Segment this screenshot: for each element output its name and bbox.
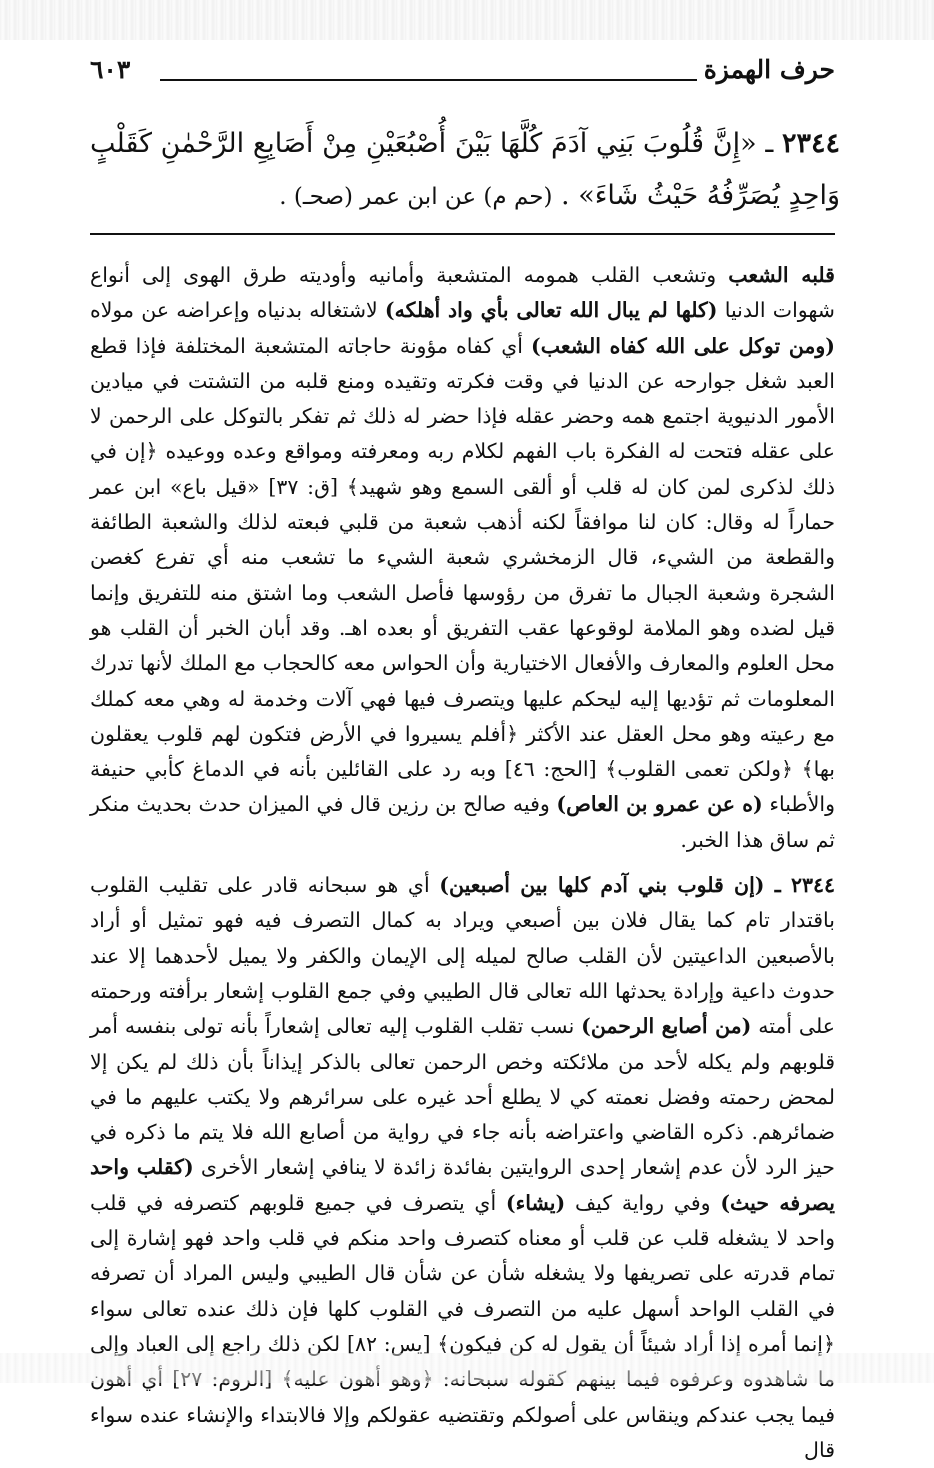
bold-quote: (ه عن عمرو بن العاص) [556,792,763,817]
hadith-dash: ـ [756,128,782,159]
bold-quote: (كقلب واحد يصرفه حيث) [90,1155,835,1215]
chapter-title: حرف الهمزة [703,55,835,84]
scan-noise-bottom [0,1353,934,1383]
commentary-text: أي كفاه مؤونة حاجاته المتشعبة المختلفة فإذا قطع العبد شغل جوارحه عن الدنيا في وقت فكرته وتقيده ومنع قلبه من التشتت في ميادين الأمور الدنيوية اجتمع همه وحضر عقله فإذا حضر له ذلك ثم تفكر بالتوكل على الرحمن لا على عقله فتحت له الفكرة باب الفهم لكلام ربه ومعرفته ومواقع وعده ووعيده ﴿إن في ذلك لذكرى لمن كان له قلب أو ألقى السمع وهو شهيد﴾ [ق: ٣٧] «قيل باع» ابن عمر حماراً له وقال: كان لنا موافقاً لكنه أذهب شعبة من قلبي فبعته لذلك والشعبة الطائفة والقطعة من الشيء، قال الزمخشري شعبة الشيء ما تشعب منه أي تفرع كغصن الشجرة وشعبة الجبال ما تفرق من رؤوسها فأصل الشعب وما اشتق منه للتفريق وإنما قيل لضده وهو الملامة لوقوعها عقب التفريق أو بعده اهـ. وقد أبان الخبر أن القلب هو محل العلوم والمعارف والأفعال الاختيارية وأن الحواس معه كالحجاب مع الملك لأنها تدرك المعلومات ثم تؤديها إليه ليحكم عليها ويتصرف فيها فهي آلات وخدمة له وهي معه كملك مع رعيته وهو محل العقل عند الأكثر ﴿أفلم يسيروا في الأرض فتكون لهم قلوب يعقلون بها﴾ ﴿ولكن تعمى القلوب﴾ [الحج: ٤٦] وبه رد على القائلين بأنه في الدماغ كأبي حنيفة والأطباء [90,333,835,817]
hadith-number: ٢٣٤٤ [781,128,840,159]
commentary-text: نسب تقلب القلوب إليه تعالى إشعاراً بأنه تولى بنفسه أمر قلوبهم ولم يكله لأحد من ملائكته وخص الرحمن تعالى بالذكر إيذاناً بأن ذلك لم يكن إلا لمحض رحمته وفضل نعمته كي لا يطلع أحد غيره على سرائرهم ولا يكتب عليهم ما في ضمائرهم. ذكره القاضي واعتراضه بأنه جاء في رواية من أصابع الله فلا يتم ما ذكره في حيز الرد لأن عدم إشعار إحدى الروايتين بفائدة زائدة لا ينافي إشعار الأخرى [90,1014,835,1180]
page-header [90,55,835,95]
bold-quote: (من أصابع الرحمن) [581,1014,752,1039]
hadith-text [90,118,840,223]
bold-quote: (إن قلوب بني آدم كلها بين أصبعين) [439,873,765,898]
header-rule [160,79,697,81]
commentary-text: لاشتغاله بدنياه وإعراضه عن مولاه [90,298,385,323]
scan-noise-top [0,0,934,40]
commentary-text: وتشعب القلب همومه المتشعبة وأمانيه وأوديته طرق الهوى إلى أنواع شهوات الدنيا [90,263,835,323]
commentary-text: أي هو سبحانه قادر على تقليب القلوب باقتدار تام كما يقال فلان بين أصبعي ويراد به كمال التصرف فيه فهو تمثيل أو أراد بالأصبعين الداعيتين لأن القلب صالح لميله إلى الإيمان والكفر ولا يميل لأحدهما إلا عند حدوث داعية وإرادة يحدثها الله تعالى قال الطيبي وفي جمع القلوب إشعار برأفته ورحمته على أمته [90,873,835,1039]
commentary-paragraph-1 [90,258,835,858]
page-number: ٦٠٣ [90,55,131,84]
hadith-source: (حم م) عن ابن عمر (صحـ) . [279,184,553,210]
bold-quote: قلبه الشعب [728,263,835,287]
bold-quote: (كلها لم يبال الله تعالى بأي واد أهلكه) [384,298,718,323]
bold-quote: (يشاء) [505,1190,566,1215]
separator-rule [90,233,835,235]
commentary [90,258,835,1468]
commentary-text: وفيه صالح بن رزين قال في الميزان حدث بحديث منكر ثم ساق هذا الخبر. [90,792,835,852]
bold-quote: (ومن توكل على الله كفاه الشعب) [531,333,835,358]
commentary-text: وفي رواية كيف [565,1190,721,1215]
commentary-text: أي يتصرف في جميع قلوبهم كتصرفه في قلب واحد لا يشغله قلب عن قلب أو معناه كتصرف واحد منكم في قلب واحد فهو إشارة إلى تمام قدرته على تصريفها ولا يشغله شأن عن شأن قال الطيبي وليس المراد أن تصرفه في القلب الواحد أسهل عليه من التصرف في القلوب كلها فإن ذلك عنده تعالى سواء ﴿إنما أمره إذا أراد شيئاً أن يقول له كن فيكون﴾ [يس: ٨٢] لكن ذلك راجع إلى العباد وإلى ما شاهدوه وعرفوه فيما بينهم كقوله سبحانه: ﴿وهو أهون عليه﴾ [الروم: ٢٧] أي أهون فيما يجب عندكم وينقاس على أصولكم وتقتضيه عقولكم وإلا فالابتداء والإنشاء عنده سواء قال [90,1190,835,1462]
hadith-spacer: . [552,180,579,211]
bold-quote: ٢٣٤٤ ـ [764,873,836,898]
hadith-body: «إِنَّ قُلُوبَ بَنِي آدَمَ كُلَّهَا بَيْنَ أُصْبُعَيْنِ مِنْ أَصَابِعِ الرَّحْمٰنِ كَقَلْبٍ وَاحِدٍ يُصَرِّفُهُ حَيْثُ شَاءَ» [90,128,840,211]
